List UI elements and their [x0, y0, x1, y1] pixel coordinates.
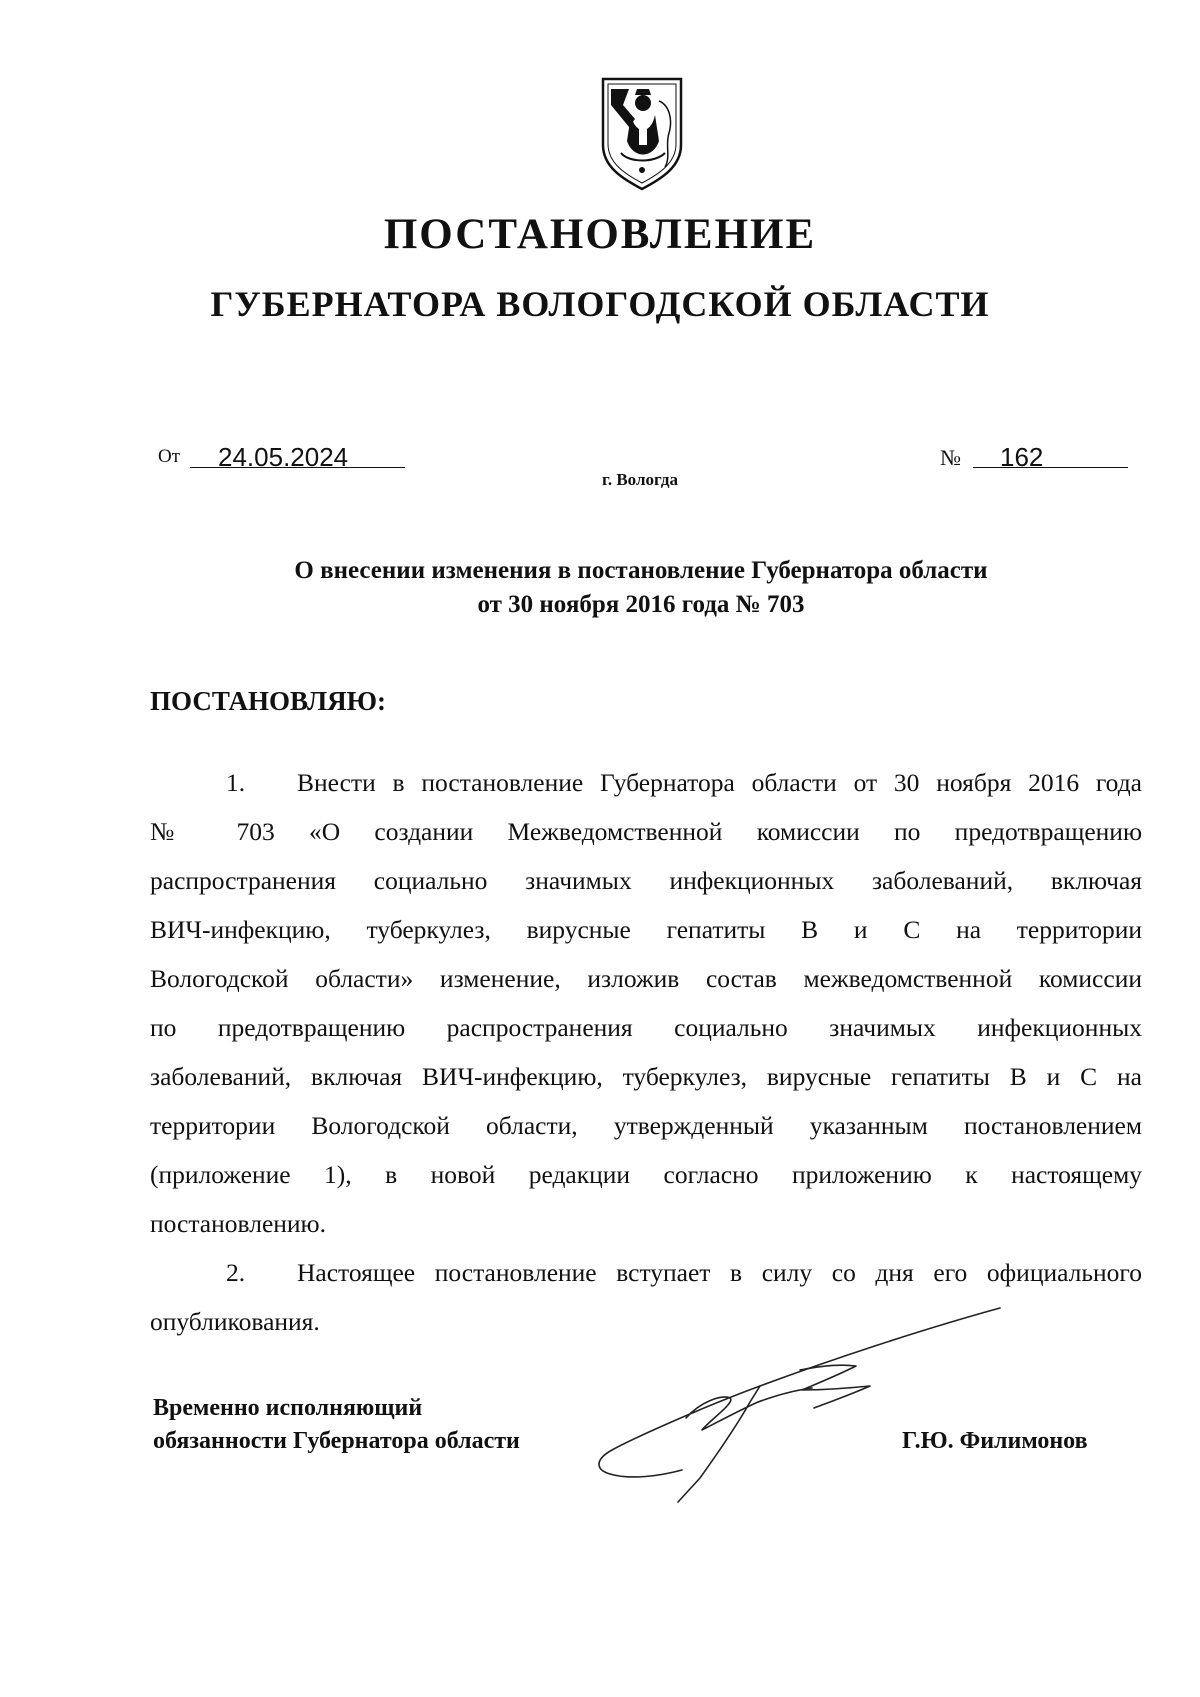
- number-underline: [973, 467, 1128, 468]
- document-subtitle: ГУБЕРНАТОРА ВОЛОГОДСКОЙ ОБЛАСТИ: [210, 284, 990, 324]
- paragraph-1-line-4: ВИЧ-инфекцию, туберкулез, вирусные гепатиты В и С на территории: [150, 915, 1142, 944]
- signatory-name: Г.Ю. Филимонов: [902, 1428, 1088, 1454]
- decree-heading: ПОСТАНОВЛЯЮ:: [150, 686, 386, 716]
- paragraph-1-line-2: № 703 «О создании Межведомственной комиссии по предотвращению: [150, 817, 1142, 846]
- paragraph-1-line-7: заболеваний, включая ВИЧ-инфекцию, туберкулез, вирусные гепатиты В и С на: [150, 1062, 1142, 1091]
- paragraph-1-line-1: Внести в постановление Губернатора области от 30 ноября 2016 года: [297, 768, 1142, 797]
- subject-line-2: от 30 ноября 2016 года № 703: [477, 591, 805, 618]
- date-label: От: [158, 446, 181, 467]
- paragraph-1-line-3: распространения социально значимых инфекционных заболеваний, включая: [150, 866, 1142, 895]
- paragraph-1-line-9: (приложение 1), в новой редакции согласно приложению к настоящему: [150, 1160, 1142, 1189]
- document-title: ПОСТАНОВЛЕНИЕ: [383, 211, 817, 258]
- paragraph-1-number: 1.: [226, 768, 246, 797]
- paragraph-2-line-1: Настоящее постановление вступает в силу со дня его официального: [297, 1258, 1142, 1287]
- subject-line-1: О внесении изменения в постановление Губернатора области: [294, 557, 988, 584]
- paragraph-1-line-5: Вологодской области» изменение, изложив состав межведомственной комиссии: [150, 964, 1142, 993]
- paragraph-2-number: 2.: [226, 1258, 246, 1287]
- paragraph-1-line-6: по предотвращению распространения социально значимых инфекционных: [150, 1013, 1142, 1042]
- document-number: 162: [1000, 442, 1044, 472]
- paragraph-1-line-8: территории Вологодской области, утвержденный указанным постановлением: [150, 1111, 1142, 1140]
- signatory-title-line-1: Временно исполняющий: [153, 1395, 423, 1421]
- document-date: 24.05.2024: [218, 442, 349, 472]
- paragraph-1-last-line: постановлению.: [150, 1209, 326, 1238]
- number-label: №: [940, 445, 961, 470]
- paragraph-2-last-line: опубликования.: [150, 1307, 320, 1336]
- signatory-title-line-2: обязанности Губернатора области: [153, 1428, 520, 1454]
- coat-of-arms-icon: [599, 75, 685, 193]
- handwritten-signature-icon: [590, 1290, 1010, 1505]
- city: г. Вологда: [602, 470, 678, 489]
